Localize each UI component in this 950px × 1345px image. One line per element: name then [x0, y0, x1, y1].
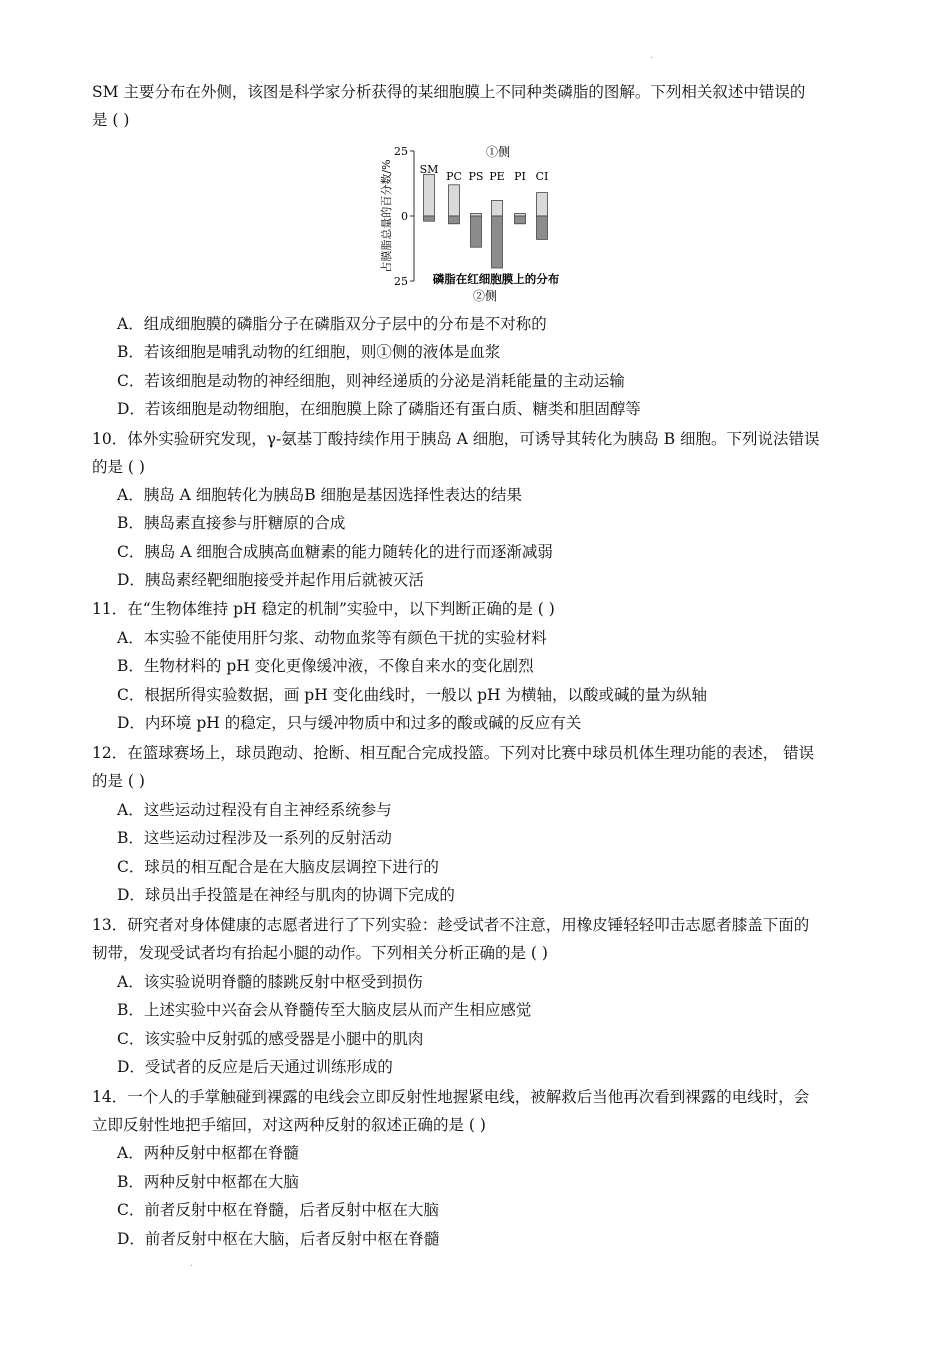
- q13-option-c: C．该实验中反射弧的感受器是小腿中的肌肉: [117, 1030, 424, 1048]
- bar-side2-pi: [515, 216, 526, 224]
- bar-side2-pe: [492, 216, 503, 268]
- bar-side2-ci: [537, 216, 548, 239]
- page-dot-bottom: .: [190, 1258, 194, 1269]
- q10-option-a: A．胰岛 A 细胞转化为胰岛B 细胞是基因选择性表达的结果: [117, 486, 523, 504]
- q11-option-c: C．根据所得实验数据，画 pH 变化曲线时，一般以 pH 为横轴，以酸或碱的量为纵轴: [117, 686, 707, 704]
- category-label-pc: PC: [446, 170, 462, 183]
- q9-stem-line2: 是 ( ): [92, 111, 130, 129]
- side1-label: ①侧: [485, 145, 511, 159]
- bar-side2-ps: [471, 216, 482, 247]
- q12-option-c: C．球员的相互配合是在大脑皮层调控下进行的: [117, 858, 439, 876]
- category-label-ps: PS: [468, 170, 484, 183]
- y-tick-label: 25: [394, 145, 408, 158]
- category-label-pi: PI: [514, 170, 526, 183]
- y-tick-label: 0: [401, 210, 408, 223]
- q11-option-a: A．本实验不能使用肝匀浆、动物血浆等有颜色干扰的实验材料: [117, 629, 547, 647]
- bar-side1-pc: [449, 185, 460, 216]
- q14-stem-line2: 立即反射性地把手缩回，对这两种反射的叙述正确的是 ( ): [92, 1116, 486, 1134]
- q12-option-d: D．球员出手投篮是在神经与肌肉的协调下完成的: [117, 886, 455, 904]
- bar-side1-ci: [537, 193, 548, 216]
- q10-option-c: C．胰岛 A 细胞合成胰高血糖素的能力随转化的进行而逐渐减弱: [117, 543, 553, 561]
- q9-option-a: A．组成细胞膜的磷脂分子在磷脂双分子层中的分布是不对称的: [117, 315, 547, 333]
- y-axis-title: 占膜脂总量的百分数/%: [380, 159, 393, 273]
- q13-stem-line2: 韧带，发现受试者均有抬起小腿的动作。下列相关分析正确的是 ( ): [92, 944, 548, 962]
- q10-stem-line2: 的是 ( ): [92, 458, 145, 476]
- q9-option-c: C．若该细胞是动物的神经细胞，则神经递质的分泌是消耗能量的主动运输: [117, 372, 625, 390]
- q14-option-d: D．前者反射中枢在大脑，后者反射中枢在脊髓: [117, 1230, 440, 1248]
- q9-option-d: D．若该细胞是动物细胞，在细胞膜上除了磷脂还有蛋白质、糖类和胆固醇等: [117, 400, 641, 418]
- q12-stem-line1: 12．在篮球赛场上，球员跑动、抢断、相互配合完成投篮。下列对比赛中球员机体生理功能的表述， 错误: [92, 744, 815, 762]
- q13-option-d: D．受试者的反应是后天通过训练形成的: [117, 1058, 393, 1076]
- q11-option-b: B．生物材料的 pH 变化更像缓冲液，不像自来水的变化剧烈: [117, 657, 534, 675]
- q12-option-a: A．这些运动过程没有自主神经系统参与: [117, 801, 392, 819]
- chart-bottom-caption: 磷脂在红细胞膜上的分布: [432, 272, 560, 286]
- phospholipid-distribution-chart: [370, 140, 590, 305]
- q14-stem-line1: 14．一个人的手掌触碰到裸露的电线会立即反射性地握紧电线，被解救后当他再次看到裸露的电线时，会: [92, 1088, 810, 1106]
- q11-stem-line1: 11．在“生物体维持 pH 稳定的机制”实验中，以下判断正确的是 ( ): [92, 600, 555, 618]
- q14-option-b: B．两种反射中枢都在大脑: [117, 1173, 299, 1191]
- q10-stem-line1: 10．体外实验研究发现，γ-氨基丁酸持续作用于胰岛 A 细胞，可诱导其转化为胰岛 B 细胞。下列说法错误: [92, 430, 820, 448]
- y-tick-label: 25: [394, 275, 408, 288]
- q12-stem-line2: 的是 ( ): [92, 772, 145, 790]
- q14-option-c: C．前者反射中枢在脊髓，后者反射中枢在大脑: [117, 1201, 439, 1219]
- bar-side1-sm: [424, 174, 435, 216]
- page-dot: .: [650, 50, 654, 61]
- category-label-sm: SM: [419, 163, 439, 176]
- q11-option-d: D．内环境 pH 的稳定，只与缓冲物质中和过多的酸或碱的反应有关: [117, 714, 582, 732]
- q10-option-d: D．胰岛素经靶细胞接受并起作用后就被灭活: [117, 571, 424, 589]
- q13-option-b: B．上述实验中兴奋会从脊髓传至大脑皮层从而产生相应感觉: [117, 1001, 532, 1019]
- side2-label: ②侧: [472, 289, 498, 303]
- bar-side2-pc: [449, 216, 460, 224]
- category-label-pe: PE: [489, 170, 505, 183]
- q13-option-a: A．该实验说明脊髓的膝跳反射中枢受到损伤: [117, 973, 423, 991]
- q9-option-b: B．若该细胞是哺乳动物的红细胞，则①侧的液体是血浆: [117, 343, 501, 361]
- q13-stem-line1: 13．研究者对身体健康的志愿者进行了下列实验：趁受试者不注意，用橡皮锤轻轻叩击志愿者膝盖下面的: [92, 916, 810, 934]
- bar-side2-sm: [424, 216, 435, 221]
- q10-option-b: B．胰岛素直接参与肝糖原的合成: [117, 514, 346, 532]
- q9-stem-line1: SM 主要分布在外侧，该图是科学家分析获得的某细胞膜上不同种类磷脂的图解。下列相关叙述中错误的: [92, 83, 806, 101]
- category-label-ci: CI: [535, 170, 549, 183]
- q14-option-a: A．两种反射中枢都在脊髓: [117, 1144, 299, 1162]
- q12-option-b: B．这些运动过程涉及一系列的反射活动: [117, 829, 392, 847]
- bar-side1-pe: [492, 200, 503, 216]
